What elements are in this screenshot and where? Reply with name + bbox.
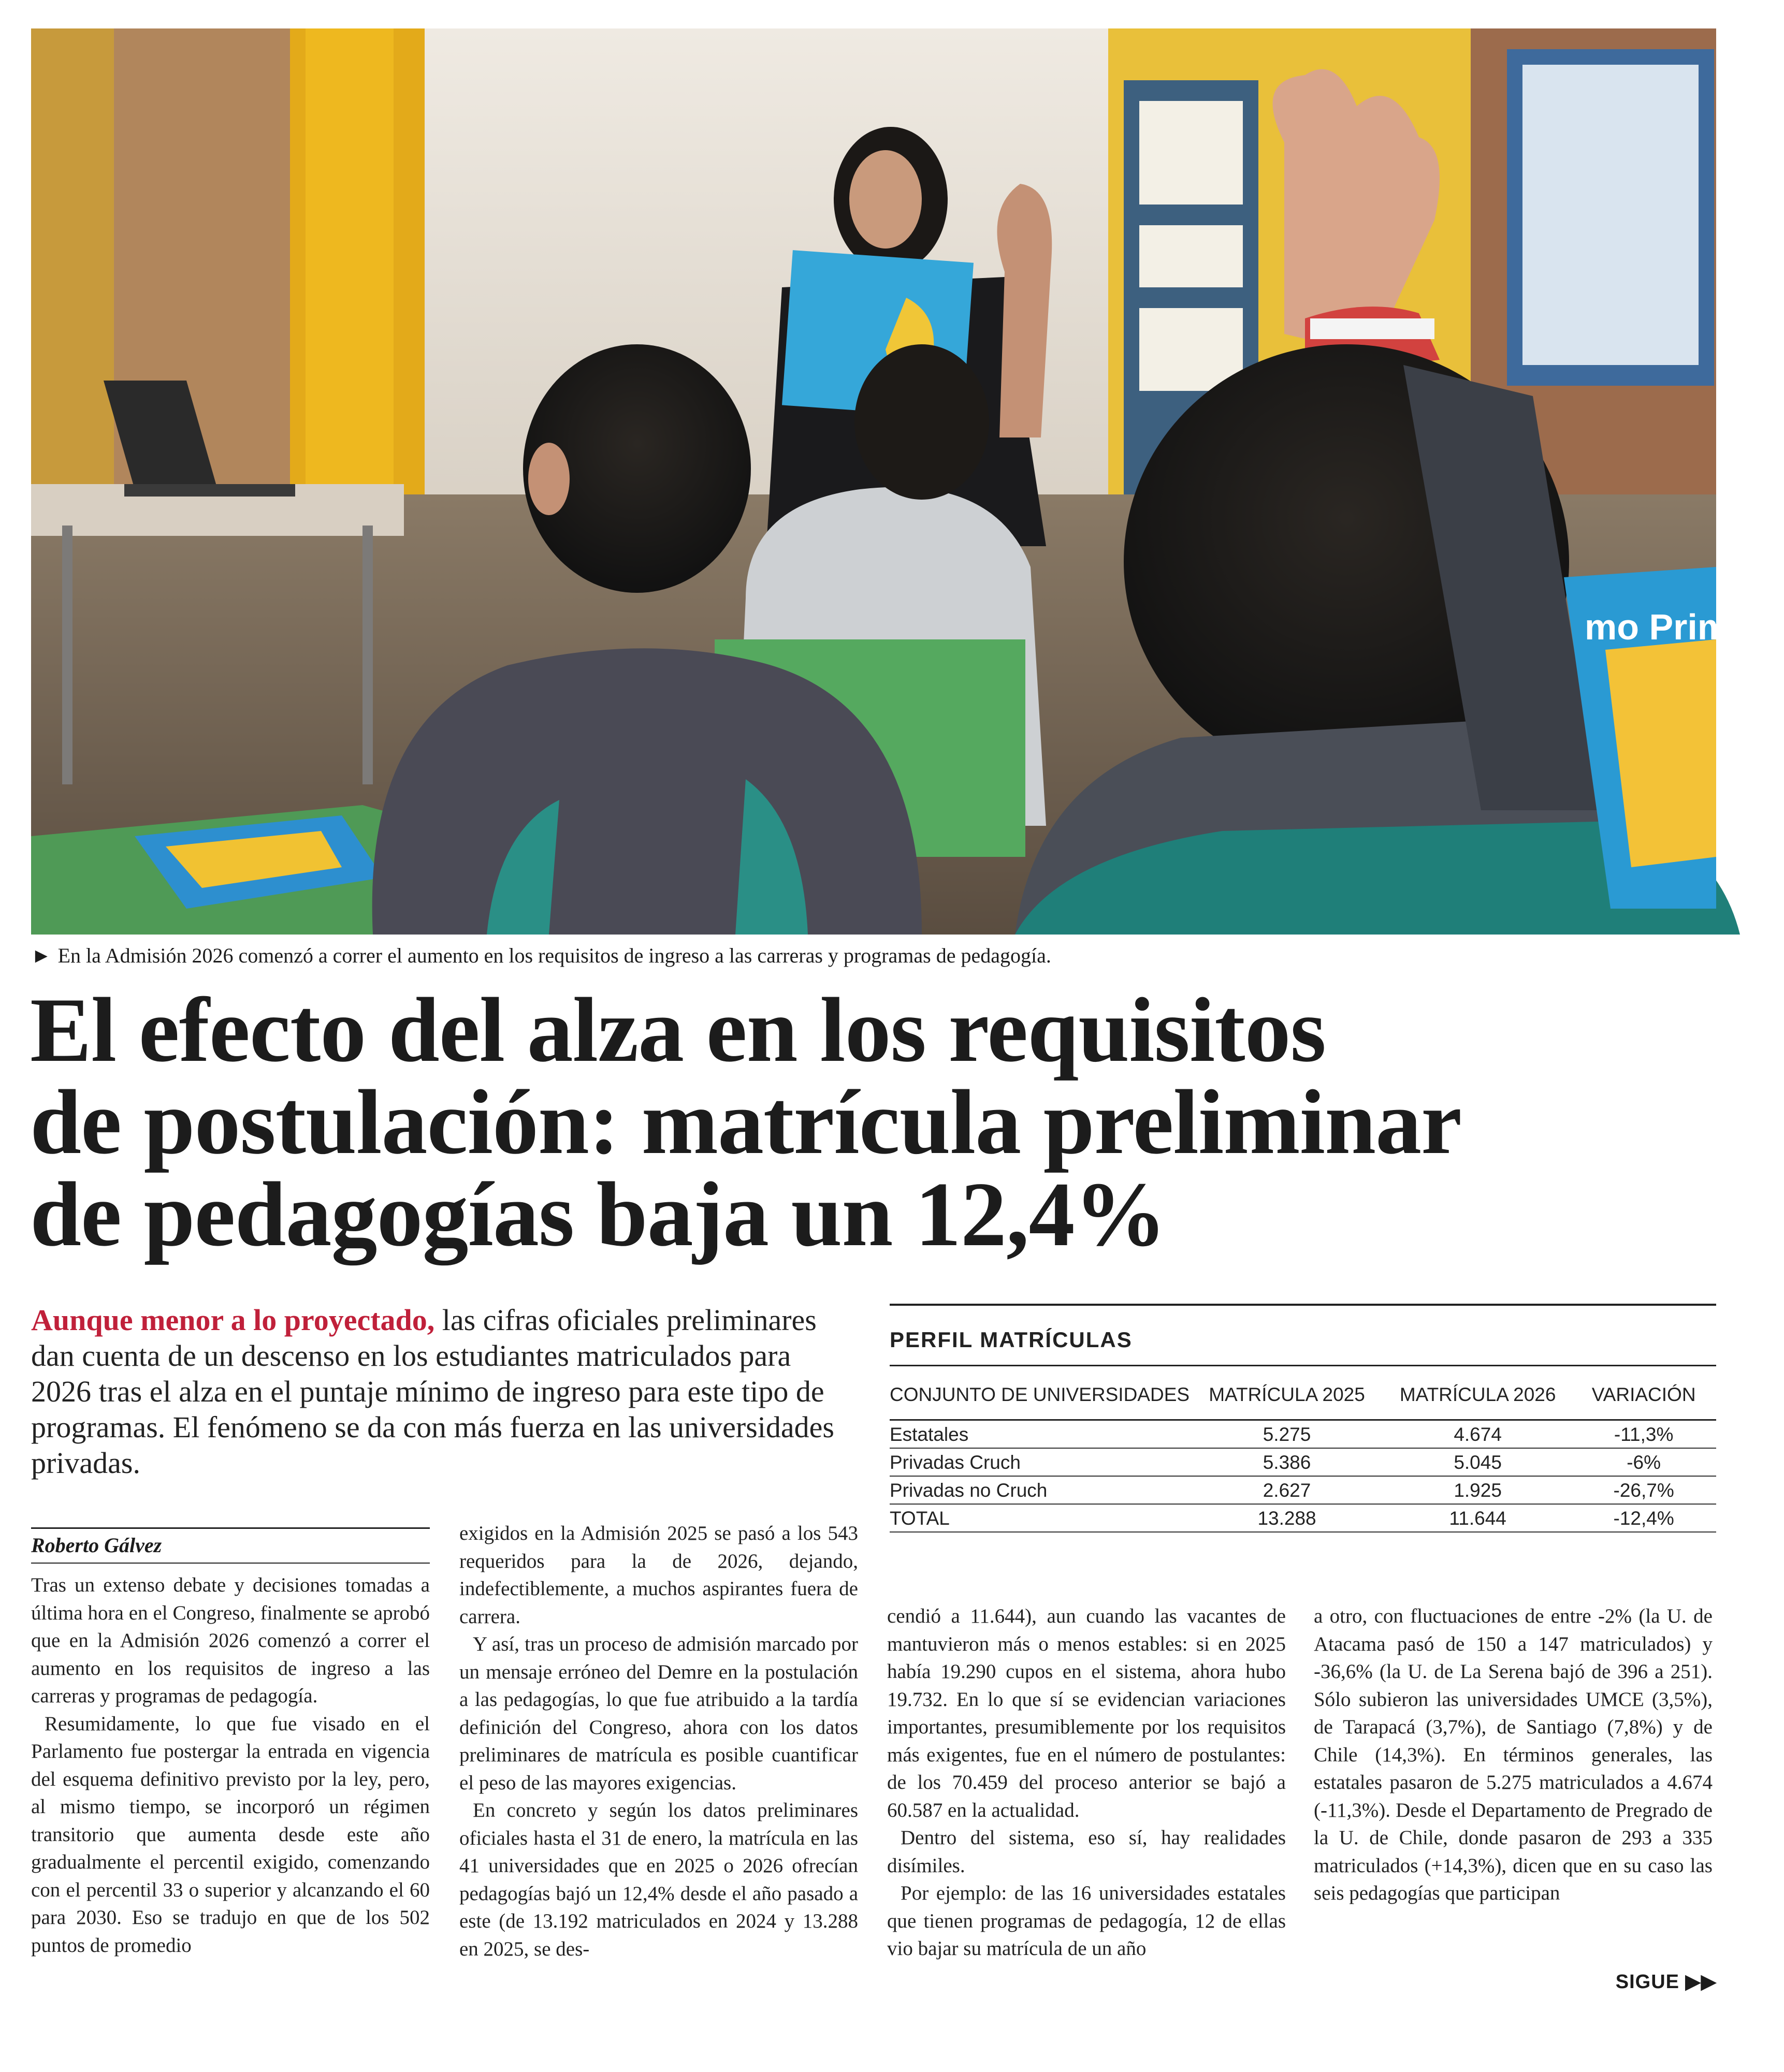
enrollment-table-box bbox=[890, 1304, 1716, 1533]
book-cover-text: mo Prime bbox=[1585, 607, 1750, 647]
table-header-row bbox=[890, 1384, 1716, 1420]
body-column-2 bbox=[459, 1520, 858, 1963]
body-paragraph: cendió a 11.644), aun cuando las vacantes de mantuvieron más o menos estables: si en 2025 había 19.290 cupos en el sistema, ahora hubo 19.732. En lo que sí se evidencian variaciones importantes, presumiblemente por los requisitos más exigentes, fue en el número de postulantes: de los 70.459 del proceso anterior se bajó a 60.587 en la actualidad. bbox=[887, 1605, 1286, 1821]
body-paragraph: Tras un extenso debate y decisiones tomadas a última hora en el Congreso, finalmente se aprobó que en la Admisión 2026 comenzó a correr el aumento en los requisitos de ingreso a las carreras y programas de pedagogía. bbox=[31, 1574, 430, 1707]
table-row bbox=[890, 1448, 1716, 1476]
table-cell: 1.925 bbox=[1384, 1476, 1571, 1504]
classroom-illustration bbox=[31, 28, 1750, 935]
photo-caption bbox=[31, 943, 1714, 968]
table-header-cell: MATRÍCULA 2025 bbox=[1190, 1384, 1384, 1420]
body-paragraph: exigidos en la Admisión 2025 se pasó a los 543 requeridos para la de 2026, dejando, indefectiblemente, a muchos aspirantes fuera de carrera. bbox=[459, 1522, 858, 1628]
body-paragraph: Resumidamente, lo que fue visado en el Parlamento fue postergar la entrada en vigencia del esquema definitivo previsto por la ley, pero, al mismo tiempo, se incorporó un régimen transitorio que aumenta desde este año gradualmente el percentil exigido, comenzando con el percentil 33 o superior y alcanzando el 60 para 2030. Eso se tradujo en que de los 502 puntos de promedio bbox=[31, 1712, 430, 1957]
table-cell: -6% bbox=[1571, 1448, 1716, 1476]
table-cell: 2.627 bbox=[1190, 1476, 1384, 1504]
body-paragraph: Y así, tras un proceso de admisión marcado por un mensaje erróneo del Demre en la postulación a las pedagogías, lo que fue atribuido a la tardía definición del Congreso, ahora con los datos preliminares de matrícula es posible cuantificar el peso de las mayores exigencias. bbox=[459, 1633, 858, 1794]
table-header-cell: CONJUNTO DE UNIVERSIDADES bbox=[890, 1384, 1190, 1420]
table-cell: Estatales bbox=[890, 1420, 1190, 1449]
table-cell: TOTAL bbox=[890, 1504, 1190, 1532]
table-cell: Privadas no Cruch bbox=[890, 1476, 1190, 1504]
table-cell: 11.644 bbox=[1384, 1504, 1571, 1532]
continue-label: SIGUE ▶▶ bbox=[1615, 1971, 1717, 1993]
body-column-4 bbox=[1314, 1602, 1713, 1907]
table-title: PERFIL MATRÍCULAS bbox=[890, 1306, 1716, 1366]
body-paragraph: Dentro del sistema, eso sí, hay realidades disímiles. bbox=[887, 1827, 1286, 1877]
table-cell: Privadas Cruch bbox=[890, 1448, 1190, 1476]
body-paragraph: a otro, con fluctuaciones de entre -2% (la U. de Atacama pasó de 150 a 147 matriculados) y -36,6% (la U. de La Serena bajó de 396 a 251). Sólo subieron las universidades UMCE (3,5%), de Tarapacá (3,7%), de Santiago (7,8%) y de Chile (14,3%). En términos generales, las estatales pasaron de 5.275 matriculados a 4.674 (-11,3%). Desde el Departamento de Pregrado de la U. de Chile, donde pasaron de 293 a 335 matriculados (+14,3%), dicen que en su caso las seis pedagogías que participan bbox=[1314, 1605, 1713, 1904]
body-paragraph: Por ejemplo: de las 16 universidades estatales que tienen programas de pedagogía, 12 de ellas vio bajar su matrícula de un año bbox=[887, 1882, 1286, 1960]
table-cell: 5.045 bbox=[1384, 1448, 1571, 1476]
caption-text: En la Admisión 2026 comenzó a correr el aumento en los requisitos de ingreso a las carreras y programas de pedagogía. bbox=[57, 944, 1051, 967]
table-row bbox=[890, 1504, 1716, 1532]
body-paragraph: En concreto y según los datos preliminares oficiales hasta el 31 de enero, la matrícula en las 41 universidades que en 2025 o 2026 ofrecían pedagogías bajó un 12,4% desde el año pasado a este (de 13.192 matriculados en 2024 y 13.288 en 2025, se des- bbox=[459, 1799, 858, 1960]
enrollment-table bbox=[890, 1384, 1716, 1533]
table-cell: 5.386 bbox=[1190, 1448, 1384, 1476]
headline-line-2: de postulación: matrícula preliminar bbox=[30, 1071, 1462, 1173]
classroom-photo bbox=[31, 28, 1750, 935]
lead-paragraph bbox=[31, 1302, 839, 1481]
headline-line-3: de pedagogías baja un 12,4% bbox=[30, 1163, 1166, 1265]
table-row bbox=[890, 1476, 1716, 1504]
table-cell: 5.275 bbox=[1190, 1420, 1384, 1449]
headline bbox=[30, 979, 1718, 1265]
caption-marker-icon: ► bbox=[31, 944, 52, 967]
table-cell: -12,4% bbox=[1571, 1504, 1716, 1532]
body-column-1 bbox=[31, 1571, 430, 1959]
body-column-3 bbox=[887, 1602, 1286, 1963]
table-cell: -26,7% bbox=[1571, 1476, 1716, 1504]
table-cell: 13.288 bbox=[1190, 1504, 1384, 1532]
table-header-cell: MATRÍCULA 2026 bbox=[1384, 1384, 1571, 1420]
table-header-cell: VARIACIÓN bbox=[1571, 1384, 1716, 1420]
headline-line-1: El efecto del alza en los requisitos bbox=[30, 979, 1326, 1081]
byline: Roberto Gálvez bbox=[31, 1527, 430, 1564]
lead-text: las cifras oficiales preliminares dan cuenta de un descenso en los estudiantes matriculados para 2026 tras el alza en el puntaje mínimo de ingreso para este tipo de programas. El fenómeno se da con más fuerza en las universidades privadas. bbox=[31, 1303, 834, 1480]
table-row bbox=[890, 1420, 1716, 1449]
table-cell: 4.674 bbox=[1384, 1420, 1571, 1449]
lead-kicker: Aunque menor a lo proyectado, bbox=[31, 1303, 435, 1337]
table-cell: -11,3% bbox=[1571, 1420, 1716, 1449]
